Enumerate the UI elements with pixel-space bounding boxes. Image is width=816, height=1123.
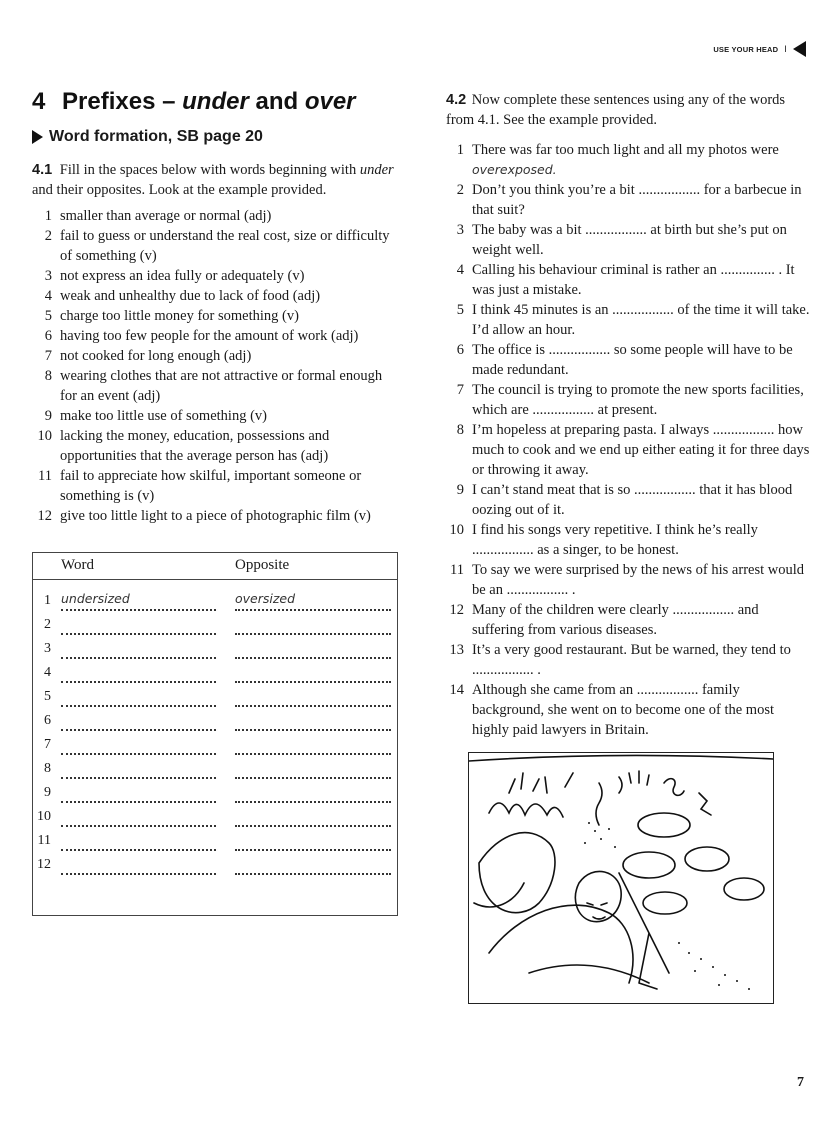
answer-table xyxy=(32,552,398,916)
exercise-42-instr: Now complete these sentences using any of the words from 4.1. See the example provided. xyxy=(446,92,786,128)
sentence-text: Many of the children were clearly ................. and suffering from various diseases. xyxy=(472,602,759,638)
definition-number: 8 xyxy=(44,368,52,384)
left-column xyxy=(32,86,400,526)
opposite-answer-field xyxy=(235,735,391,755)
word-answer-field xyxy=(61,783,216,803)
definition-text: having too few people for the amount of work (adj) xyxy=(60,328,359,344)
sentence-text-wrap xyxy=(472,340,810,380)
definition-item xyxy=(32,286,400,306)
running-head-text: USE YOUR HEAD xyxy=(713,44,779,54)
sentence-item xyxy=(446,340,810,380)
definition-item xyxy=(32,206,400,226)
sentence-item xyxy=(446,180,810,220)
sentence-number: 1 xyxy=(456,142,464,158)
definition-number: 9 xyxy=(44,408,52,424)
exercise-41-number: 4.1 xyxy=(32,162,53,178)
unit-number: 4 xyxy=(32,88,46,115)
definition-number: 10 xyxy=(37,428,52,444)
table-row xyxy=(33,807,397,831)
sentence-item xyxy=(446,380,810,420)
word-answer-field xyxy=(61,831,216,851)
definition-text: smaller than average or normal (adj) xyxy=(60,208,272,224)
opposite-answer-field xyxy=(235,639,391,659)
sentence-number: 14 xyxy=(449,682,464,698)
column-header-opposite: Opposite xyxy=(235,557,290,573)
table-row xyxy=(33,855,397,879)
table-row xyxy=(33,663,397,687)
definition-item xyxy=(32,466,400,506)
opposite-answer-field xyxy=(235,663,391,683)
row-number: 4 xyxy=(44,665,51,680)
definition-text: charge too little money for something (v) xyxy=(60,308,299,324)
definition-item xyxy=(32,366,400,406)
definition-item xyxy=(32,506,400,526)
table-row xyxy=(33,759,397,783)
unit-title-and: and xyxy=(255,88,299,115)
sentence-item xyxy=(446,220,810,260)
table-row xyxy=(33,687,397,711)
sentence-number: 2 xyxy=(456,182,464,198)
row-number: 1 xyxy=(44,593,51,608)
sentence-text: It’s a very good restaurant. But be warned, they tend to ................. . xyxy=(472,642,791,678)
definition-number: 12 xyxy=(37,508,52,524)
definition-text: not express an idea fully or adequately (v) xyxy=(60,268,305,284)
sentence-item xyxy=(446,560,810,600)
sentence-text: The council is trying to promote the new sports facilities, which are ................. at present. xyxy=(472,382,804,418)
sentence-text-wrap xyxy=(472,260,810,300)
sentence-item xyxy=(446,520,810,560)
word-answer-field xyxy=(61,615,216,635)
row-number: 12 xyxy=(37,857,51,872)
sentence-text-wrap xyxy=(472,220,810,260)
opposite-answer-field xyxy=(235,831,391,851)
table-row xyxy=(33,615,397,639)
row-number: 8 xyxy=(44,761,51,776)
row-number: 6 xyxy=(44,713,51,728)
opposite-answer-field xyxy=(235,783,391,803)
definition-number: 7 xyxy=(44,348,52,364)
sentence-number: 4 xyxy=(456,262,464,278)
definition-item xyxy=(32,266,400,286)
definition-item xyxy=(32,326,400,346)
exercise-41-instructions xyxy=(32,160,400,200)
sentence-number: 12 xyxy=(449,602,464,618)
word-answer-field xyxy=(61,759,216,779)
definition-number: 2 xyxy=(44,228,52,244)
sentence-text-wrap xyxy=(472,640,810,680)
row-number: 7 xyxy=(44,737,51,752)
definitions-list xyxy=(32,206,400,526)
unit-title-prefix: Prefixes – xyxy=(62,88,176,115)
sentence-text-wrap xyxy=(472,480,810,520)
definition-text: weak and unhealthy due to lack of food (adj) xyxy=(60,288,321,304)
definition-text: fail to appreciate how skilful, important someone or something is (v) xyxy=(60,468,362,504)
definition-text: give too little light to a piece of photographic film (v) xyxy=(60,508,371,524)
opposite-answer-field: oversized xyxy=(235,591,391,611)
running-head-separator: I xyxy=(784,44,787,54)
sentence-text: The baby was a bit ................. at birth but she’s put on weight well. xyxy=(472,222,787,258)
sentence-item xyxy=(446,260,810,300)
definition-number: 3 xyxy=(44,268,52,284)
opposite-answer-field xyxy=(235,855,391,875)
sentence-text-wrap xyxy=(472,600,810,640)
sentence-number: 6 xyxy=(456,342,464,358)
word-answer-field: undersized xyxy=(61,591,216,611)
sentence-item xyxy=(446,640,810,680)
definition-text: wearing clothes that are not attractive or formal enough for an event (adj) xyxy=(60,368,383,404)
definition-number: 4 xyxy=(44,288,52,304)
sentence-text: Don’t you think you’re a bit ................. for a barbecue in that suit? xyxy=(472,182,802,218)
table-row xyxy=(33,735,397,759)
exercise-41-instr-a: Fill in the spaces below with words beginning with xyxy=(59,162,357,178)
page-number: 7 xyxy=(797,1075,804,1090)
sentence-text-wrap xyxy=(472,520,810,560)
word-answer-field xyxy=(61,639,216,659)
sentence-item xyxy=(446,680,810,740)
sentence-text-wrap xyxy=(472,560,810,600)
row-number: 11 xyxy=(37,833,51,848)
sentence-number: 5 xyxy=(456,302,464,318)
sentence-text: I’m hopeless at preparing pasta. I always ................. how much to cook and we end up either eating it for three days or throwing it away. xyxy=(472,422,810,478)
word-answer-field xyxy=(61,687,216,707)
sentence-text-wrap xyxy=(472,680,810,740)
unit-title xyxy=(32,86,400,118)
opposite-answer-field xyxy=(235,687,391,707)
sentence-number: 3 xyxy=(456,222,464,238)
definition-text: lacking the money, education, possessions and opportunities that the average person has (adj) xyxy=(60,428,330,464)
running-head xyxy=(713,41,806,57)
opposite-answer-field xyxy=(235,615,391,635)
definition-text: not cooked for long enough (adj) xyxy=(60,348,252,364)
sb-reference xyxy=(32,128,400,146)
sentence-number: 13 xyxy=(449,642,464,658)
sentence-text: Calling his behaviour criminal is rather an ............... . It was just a mistake. xyxy=(472,262,795,298)
word-answer-field xyxy=(61,735,216,755)
row-number: 2 xyxy=(44,617,51,632)
table-row xyxy=(33,591,397,615)
sentence-number: 10 xyxy=(449,522,464,538)
exercise-42-instructions xyxy=(446,90,810,130)
restaurant-cartoon-illustration xyxy=(468,752,774,1004)
sentence-number: 9 xyxy=(456,482,464,498)
table-row xyxy=(33,831,397,855)
word-answer-field xyxy=(61,855,216,875)
definition-item xyxy=(32,226,400,266)
sentence-item xyxy=(446,420,810,480)
sentence-item xyxy=(446,140,810,180)
word-answer-field xyxy=(61,663,216,683)
unit-title-under: under xyxy=(182,88,249,115)
definition-number: 1 xyxy=(44,208,52,224)
sentence-number: 11 xyxy=(450,562,464,578)
sentence-item xyxy=(446,300,810,340)
sentence-item xyxy=(446,600,810,640)
sb-reference-text: Word formation, SB page 20 xyxy=(49,128,263,145)
table-row xyxy=(33,639,397,663)
left-arrow-icon xyxy=(793,41,806,57)
sentence-text: I find his songs very repetitive. I think he’s really ................. as a singer, to be honest. xyxy=(472,522,758,558)
sentence-text: To say we were surprised by the news of his arrest would be an ................. . xyxy=(472,562,804,598)
answer-table-header xyxy=(33,553,397,580)
sentence-text-wrap xyxy=(472,140,810,180)
example-answer: overexposed. xyxy=(472,162,557,177)
row-number: 3 xyxy=(44,641,51,656)
definition-item xyxy=(32,346,400,366)
table-row xyxy=(33,783,397,807)
definition-text: make too little use of something (v) xyxy=(60,408,267,424)
sentences-list xyxy=(446,140,810,740)
definition-item xyxy=(32,426,400,466)
opposite-answer-field xyxy=(235,711,391,731)
right-column xyxy=(446,90,810,740)
sentence-text-wrap xyxy=(472,380,810,420)
sentence-number: 7 xyxy=(456,382,464,398)
exercise-41-instr-italic: under xyxy=(359,162,394,178)
definition-item xyxy=(32,306,400,326)
definition-number: 11 xyxy=(38,468,52,484)
definition-item xyxy=(32,406,400,426)
sentence-number: 8 xyxy=(456,422,464,438)
play-arrow-icon xyxy=(32,130,43,144)
sentence-text-wrap xyxy=(472,300,810,340)
word-answer-field xyxy=(61,711,216,731)
opposite-answer-field xyxy=(235,807,391,827)
definition-text: fail to guess or understand the real cost, size or difficulty of something (v) xyxy=(60,228,390,264)
sentence-text: I think 45 minutes is an ................. of the time it will take. I’d allow an hour. xyxy=(472,302,810,338)
sentence-text: There was far too much light and all my photos were xyxy=(472,142,779,158)
row-number: 9 xyxy=(44,785,51,800)
sentence-text: I can’t stand meat that is so ................. that it has blood oozing out of it. xyxy=(472,482,793,518)
row-number: 10 xyxy=(37,809,51,824)
exercise-42-number: 4.2 xyxy=(446,92,467,108)
opposite-answer-field xyxy=(235,759,391,779)
cartoon-drawing xyxy=(469,753,773,1003)
word-answer-field xyxy=(61,807,216,827)
sentence-text: The office is ................. so some people will have to be made redundant. xyxy=(472,342,793,378)
column-header-word: Word xyxy=(61,557,94,573)
sentence-item xyxy=(446,480,810,520)
definition-number: 6 xyxy=(44,328,52,344)
sentence-text-wrap xyxy=(472,420,810,480)
unit-title-over: over xyxy=(304,88,356,115)
definition-number: 5 xyxy=(44,308,52,324)
row-number: 5 xyxy=(44,689,51,704)
sentence-text: Although she came from an ................. family background, she went on to become one of the most highly paid lawyers in Britain. xyxy=(472,682,775,738)
sentence-text-wrap xyxy=(472,180,810,220)
table-row xyxy=(33,711,397,735)
exercise-41-instr-b: and their opposites. Look at the example provided. xyxy=(32,182,327,198)
